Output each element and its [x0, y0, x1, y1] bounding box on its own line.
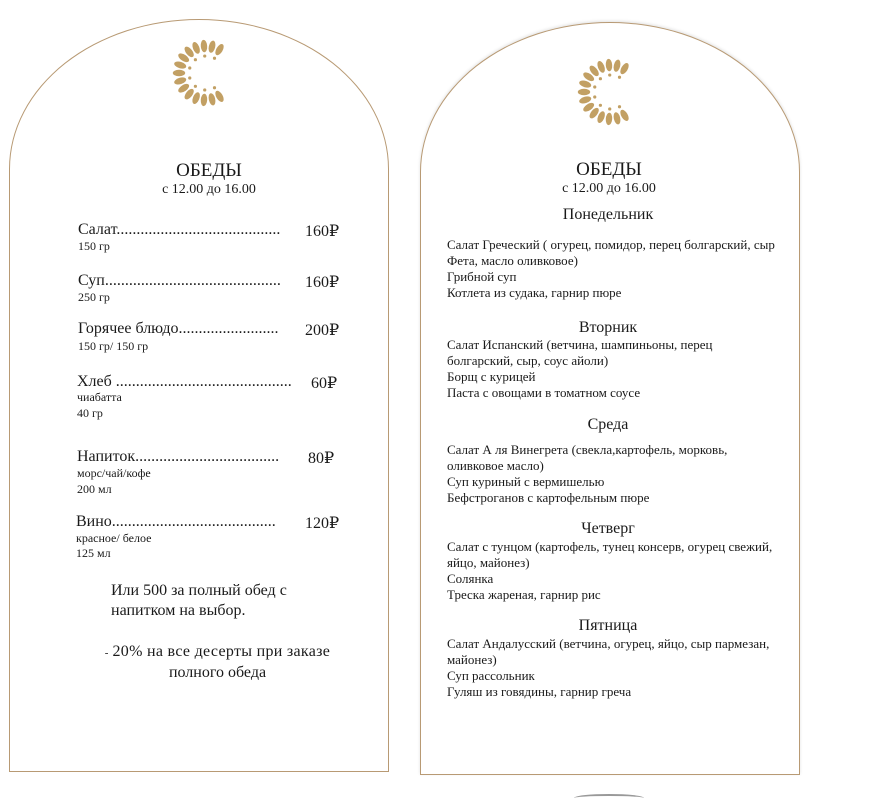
logo-icon	[166, 33, 246, 113]
logo-dot	[618, 105, 621, 108]
item-name: Горячее блюдо.........................	[78, 320, 279, 337]
logo-dot	[188, 66, 191, 69]
offer-line: Или 500 за полный обед с	[111, 582, 287, 599]
dish: Котлета из судака, гарнир пюре	[447, 285, 622, 300]
item-price: 200₽	[305, 322, 340, 339]
logo-dot	[213, 57, 216, 60]
item-weight: 150 гр	[78, 239, 110, 253]
dish: Салат Испанский (ветчина, шампиньоны, перец болгарский, сыр, соус айоли)	[447, 337, 713, 368]
day-name: Среда	[587, 416, 629, 433]
logo-petal	[605, 59, 612, 72]
offer-line: полного обеда	[168, 664, 267, 681]
dish: Салат Андалусский (ветчина, огурец, яйцо, сыр пармезан, майонез)	[447, 636, 770, 667]
item-name: Салат.........................................	[78, 221, 281, 238]
dish: Паста с овощами в томатном соусе	[447, 385, 641, 400]
item-weight: 200 мл	[77, 482, 112, 496]
offer-dash: -	[104, 647, 109, 659]
dish: Салат А ля Винегрета (свекла,картофель, морковь, оливковое масло)	[447, 442, 728, 473]
item-name: Хлеб ............................................	[77, 373, 292, 390]
dish: Бефстроганов с картофельным пюре	[447, 490, 650, 505]
item-weight: 250 гр	[78, 290, 110, 304]
logo-petals	[578, 59, 631, 126]
item-variant: красное/ белое	[76, 531, 152, 545]
dish: Грибной суп	[447, 269, 517, 284]
item-weight: 150 гр/ 150 гр	[78, 339, 149, 353]
logo-dot	[203, 88, 206, 91]
item-price: 160₽	[305, 274, 340, 291]
logo-petal	[173, 70, 185, 76]
item-variant: чиабатта	[77, 390, 122, 404]
dish: Солянка	[447, 571, 494, 586]
logo-petal	[200, 40, 207, 53]
dish: Треска жареная, гарнир рис	[447, 587, 601, 602]
day-name: Пятница	[578, 617, 638, 634]
item-weight: 125 мл	[76, 546, 111, 560]
item-name: Вино.........................................	[76, 513, 276, 530]
logo-dot	[593, 85, 596, 88]
dish: Салат с тунцом (картофель, тунец консерв, огурец свежий, яйцо, майонез)	[447, 539, 773, 570]
day-name: Четверг	[581, 520, 635, 537]
full-lunch-offer	[111, 581, 287, 621]
logo-dot	[608, 73, 611, 76]
logo-petal	[613, 59, 622, 73]
logo-icon	[571, 52, 651, 132]
item-variant: морс/чай/кофе	[77, 466, 151, 480]
logo-dot	[599, 104, 602, 107]
logo-petal	[208, 40, 217, 54]
item-name: Суп............................................	[78, 272, 281, 289]
item-weight: 40 гр	[77, 406, 103, 420]
day-name: Вторник	[578, 319, 638, 336]
offer-line	[95, 642, 340, 663]
logo-dot	[618, 76, 621, 79]
day-name: Понедельник	[562, 206, 654, 223]
logo-petals	[173, 40, 226, 107]
dish: Салат Греческий ( огурец, помидор, перец болгарский, сыр Фета, масло оливковое)	[447, 237, 775, 268]
item-price: 160₽	[305, 223, 340, 240]
logo-petal	[200, 93, 207, 106]
logo-petal	[613, 112, 622, 126]
item-price: 120₽	[305, 515, 340, 532]
item-price: 80₽	[308, 450, 335, 467]
logo-dot	[188, 76, 191, 79]
logo-dot	[213, 86, 216, 89]
item-name: Напиток....................................	[77, 448, 280, 465]
logo-dot	[608, 107, 611, 110]
dessert-discount-offer	[95, 642, 340, 683]
offer-line: напитком на выбор.	[111, 602, 246, 619]
logo-dot	[194, 85, 197, 88]
logo-dot	[194, 58, 197, 61]
dish: Суп рассольник	[447, 668, 535, 683]
logo-dot	[203, 54, 206, 57]
page-title: ОБЕДЫ	[576, 159, 642, 180]
item-price: 60₽	[311, 375, 338, 392]
dish: Гуляш из говядины, гарнир греча	[447, 684, 632, 699]
logo-petal	[208, 93, 217, 107]
next-page-edge	[574, 794, 644, 802]
hours-text: с 12.00 до 16.00	[162, 182, 256, 197]
dish: Суп куриный с вермишелью	[447, 474, 605, 489]
dish: Борщ с курицей	[447, 369, 536, 384]
logo-dot	[593, 95, 596, 98]
offer-text: 20% на все десерты при заказе	[112, 643, 331, 660]
logo-dot	[599, 77, 602, 80]
hours-text: с 12.00 до 16.00	[562, 181, 656, 196]
page-title: ОБЕДЫ	[176, 160, 242, 181]
logo-petal	[578, 89, 590, 95]
logo-petal	[605, 112, 612, 125]
